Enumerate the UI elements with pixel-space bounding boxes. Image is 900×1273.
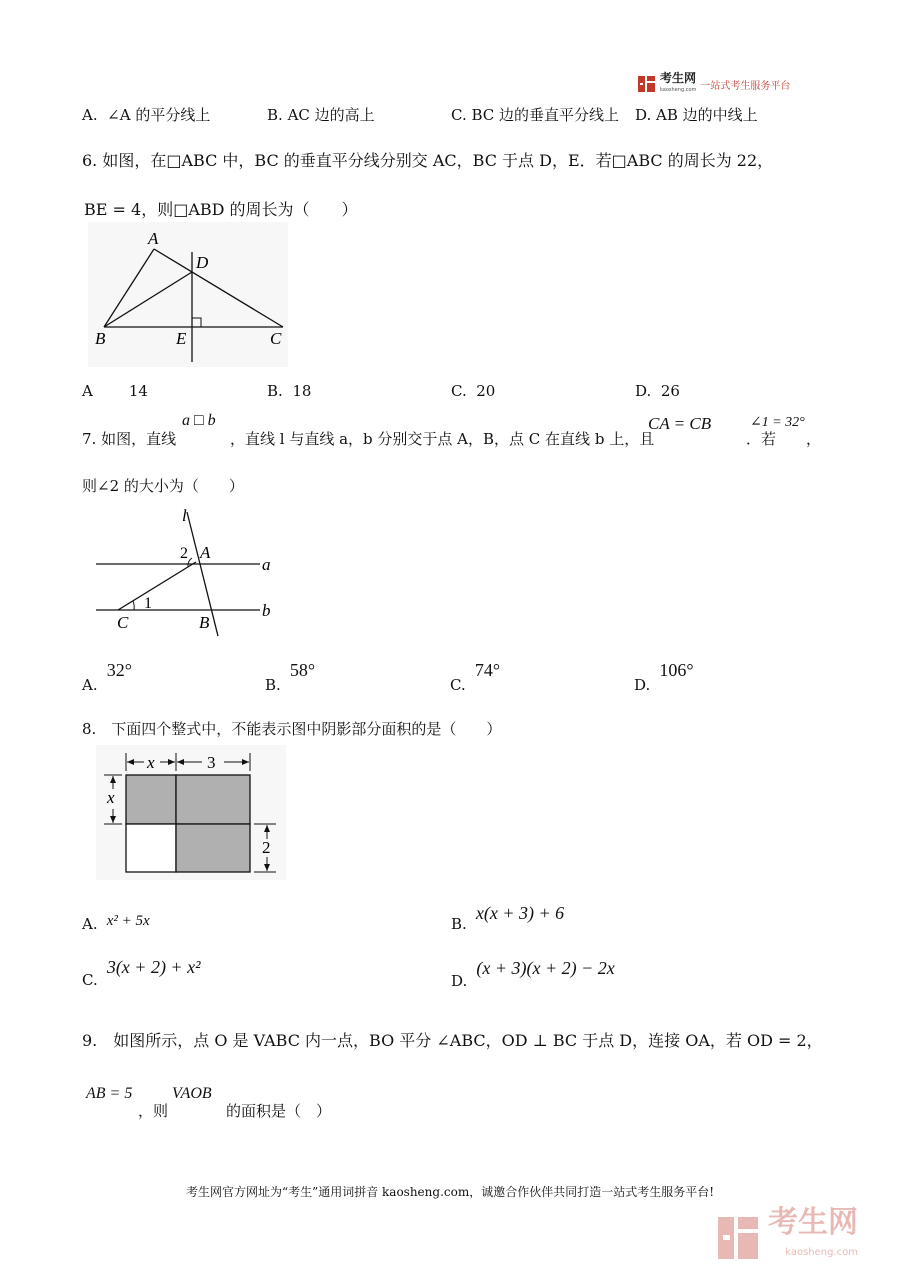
brand-name: 考生网 kaosheng.com — [660, 71, 697, 93]
q6-label-a: A — [148, 229, 159, 248]
q6-label-d: D — [196, 253, 209, 272]
q8-label-x-left: x — [107, 788, 115, 807]
q7-label-line-b: b — [262, 601, 271, 620]
watermark-text: 考生网 — [768, 1205, 858, 1240]
q7-stem-b: ，直线 l 与直线 a，b 分别交于点 A，B，点 C 在直线 b 上，且 — [230, 430, 655, 448]
q8-option-b: B. x(x + 3) + 6 — [451, 903, 565, 933]
q5-option-b: B. AC 边的高上 — [267, 106, 375, 124]
q6-option-b: B. 18 — [267, 382, 312, 400]
q9-stem-c: 的面积是（ ） — [226, 1102, 332, 1120]
watermark — [716, 1205, 858, 1268]
q7-eq: CA = CB — [648, 414, 712, 433]
q7-label-a-point: A — [200, 543, 211, 562]
q7-stem-d: ， — [806, 430, 822, 448]
q9-ab: AB = 5 — [86, 1085, 133, 1102]
brand-logo — [637, 72, 790, 96]
q7-stem-c: ．若 — [746, 430, 777, 448]
q8-option-c: C. 3(x + 2) + x² — [82, 957, 201, 989]
q7-label-line-a: a — [262, 555, 271, 574]
q7-option-b: B. 58° — [265, 660, 316, 694]
q8-label-3: 3 — [207, 753, 216, 772]
q7-option-c: C. 74° — [450, 660, 501, 694]
q7-figure — [88, 500, 288, 640]
q9-stem-line1: 9. 如图所示，点 O 是 VABC 内一点，BO 平分 ∠ABC，OD ⊥ BC 于点 D，连接 OA，若 OD = 2， — [82, 1031, 823, 1050]
q6-option-d: D. 26 — [635, 382, 680, 400]
q8-label-2: 2 — [262, 838, 271, 857]
q7-label-b-point: B — [199, 613, 210, 632]
q7-label-1: 1 — [144, 595, 152, 612]
q6-label-c: C — [270, 329, 282, 348]
q7-angle: ∠1 = 32° — [750, 415, 805, 430]
q7-option-d: D. 106° — [634, 660, 694, 694]
q6-option-a: A 14 — [82, 382, 148, 400]
q6-option-c: C. 20 — [451, 382, 496, 400]
q6-stem-line1: 6. 如图，在□ABC 中，BC 的垂直平分线分别交 AC，BC 于点 D，E．若□ABC 的周长为 22， — [82, 151, 774, 170]
q7-label-2: 2 — [180, 545, 188, 562]
q7-option-a: A. 32° — [82, 660, 132, 694]
q7-stem-line2: 则∠2 的大小为（ ） — [82, 477, 244, 495]
q5-option-a: A. ∠A 的平分线上 — [82, 106, 211, 124]
brand-slogan: 一站式考生服务平台 — [700, 80, 791, 92]
q8-stem: 8. 下面四个整式中，不能表示图中阴影部分面积的是（ ） — [82, 720, 502, 738]
watermark-logo-icon — [716, 1213, 762, 1263]
q8-label-x-top: x — [147, 753, 155, 772]
watermark-url: kaosheng.com — [785, 1247, 858, 1258]
q6-label-e: E — [176, 329, 187, 348]
q7-parallel: a □ b — [182, 412, 216, 429]
page-footer: 考生网官方网址为“考生”通用词拼音 kaosheng.com，诚邀合作伙伴共同打造一站式考生服务平台! — [185, 1185, 715, 1199]
q7-stem-a: 7. 如图，直线 — [82, 430, 177, 448]
q6-figure — [88, 222, 288, 367]
q9-stem-b: ，则 — [138, 1102, 169, 1120]
q5-option-d: D. AB 边的中线上 — [635, 106, 758, 124]
q8-option-d: D. (x + 3)(x + 2) − 2x — [451, 958, 615, 990]
q9-tri: VAOB — [172, 1085, 212, 1102]
logo-icon — [637, 74, 657, 94]
q7-label-c: C — [117, 613, 129, 632]
q6-stem-line2: BE = 4，则□ABD 的周长为（ ） — [84, 200, 358, 219]
q8-option-a: A. x² + 5x — [82, 913, 150, 933]
q5-option-c: C. BC 边的垂直平分线上 — [451, 106, 620, 124]
q7-label-l: l — [182, 506, 187, 525]
q8-figure — [96, 745, 286, 880]
q6-label-b: B — [95, 329, 106, 348]
